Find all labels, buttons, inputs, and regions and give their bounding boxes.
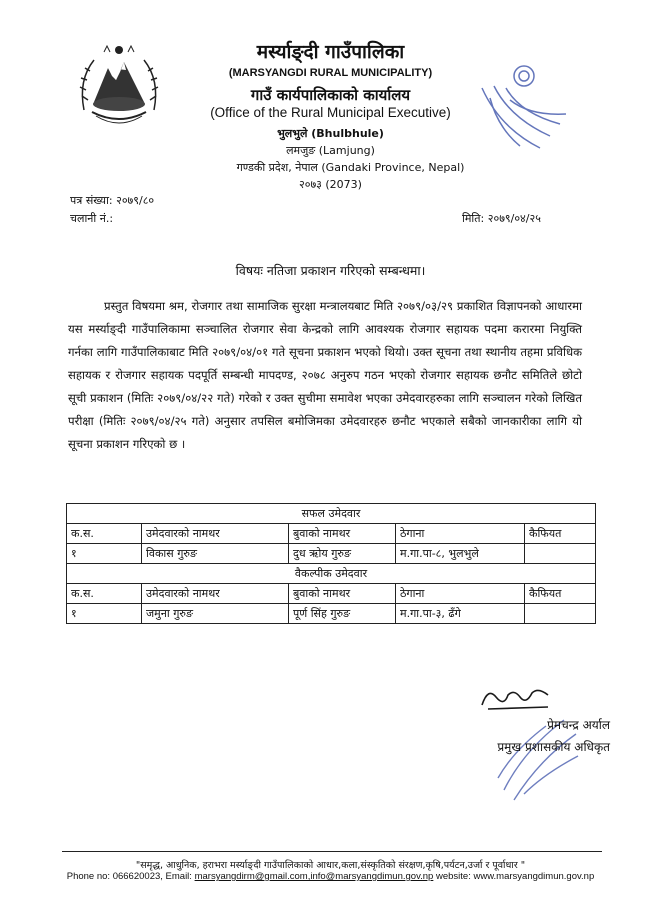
office-district: लमजुङ (Lamjung) [286,144,375,157]
cell-father: पूर्ण सिंह गुरुङ [289,604,396,624]
signatory-name: प्रेमचन्द्र अर्याल [547,718,610,732]
cell-address: म.गा.पा-३, ढँगे [396,604,525,624]
footer-website-link[interactable]: www.marsyangdimun.gov.np [473,871,595,882]
section-header-alternate [67,564,596,584]
successful-title: सफल उमेदवार [67,504,596,524]
footer-divider [62,851,602,852]
col-father: बुवाको नामथर [289,584,396,604]
letter-subject: विषयः नतिजा प्रकाशन गरिएको सम्बन्धमा। [235,263,426,278]
letter-date: मिति: २०७९/०४/२५ [462,212,541,225]
dispatch-number: चलानी नं.: [70,212,114,225]
office-seal-stamp [470,58,580,158]
cell-remarks [525,544,596,564]
letter-body: प्रस्तुत विषयमा श्रम, रोजगार तथा सामाजिक सुरक्षा मन्त्रालयबाट मिति २०७९/०३/२९ प्रकाशित विज्ञापनको आधारमा यस मर्स्याङ्दी गाउँपालिकामा सञ्चालित रोजगार सेवा केन्द्रको लागि आवश्यक रोजगार सहायक पदमा करारमा नियुक्ति गर्नका लागि गाउँपालिकाबाट मिति २०७९/०४/०१ गते सूचना प्रकाशन भएको थियो। उक्त सूचना तथा स्थानीय तहमा प्रविधिक सहायक र रोजगार सहायक पदपूर्ति सम्बन्धी मापदण्ड, २०७८ अनुरुप गठन भएको रोजगार सहायक छनौट समितिले छोटो सूची प्रकाशन (मितिः २०७९/०४/२२ गते) गरेको र उक्त सुचीमा समावेश भएका उमेदवारहरुका लागि सञ्चालन गरेको लिखित परीक्षा (मितिः २०७९/०४/२५ गते) अनुसार तपसिल बमोजिमका उमेदवारहरु छनौट भएकाले सबैको जानकारीका लागि यो सूचना प्रकाशन गरिएको छ । [68,299,582,451]
col-father: बुवाको नामथर [289,524,396,544]
office-province: गण्डकी प्रदेश, नेपाल (Gandaki Province, Nepal) [236,161,465,174]
col-sn: क.स. [67,584,142,604]
office-title: मर्स्याङ्दी गाउँपालिका [256,41,405,63]
table-header-row [67,584,596,604]
footer-phone: Phone no: 066620023, Email: [66,871,195,882]
cell-name: विकास गुरुङ [142,544,289,564]
col-sn: क.स. [67,524,142,544]
table-header-row [67,524,596,544]
footer-slogan: "समृद्ध, आधुनिक, हराभरा मर्स्याङ्दी गाउँपालिकाको आधार,कला,संस्कृतिको संरक्षण,कृषि,पर्यटन,उर्जा र पूर्वाधार " [135,860,526,871]
results-table [66,503,596,624]
cell-father: दुध ऋोय गुरुङ [289,544,396,564]
footer-website-label: website: [433,871,474,882]
col-address: ठेगाना [396,584,525,604]
footer-email-link[interactable]: marsyangdirm@gmail.com,info@marsyangdimun.gov.np [194,871,434,882]
table-row [67,604,596,624]
table-row [67,544,596,564]
signatory-title: प्रमुख प्रशासकीय अधिकृत [497,740,610,754]
cell-sn: १ [67,544,142,564]
alternate-title: वैकल्पीक उमेदवार [67,564,596,584]
office-place: भुलभुले (Bhulbhule) [277,127,384,140]
footer-contact [0,871,661,882]
cell-address: म.गा.पा-८, भुलभुले [396,544,525,564]
section-header-successful [67,504,596,524]
office-title-en: (MARSYANGDI RURAL MUNICIPALITY) [228,67,433,79]
col-name: उमेदवारको नामथर [142,524,289,544]
col-remarks: कैफियत [525,524,596,544]
office-name-en: (Office of the Rural Municipal Executive) [210,105,451,120]
office-year: २०७३ (2073) [299,178,362,191]
cell-remarks [525,604,596,624]
col-remarks: कैफियत [525,584,596,604]
col-name: उमेदवारको नामथर [142,584,289,604]
col-address: ठेगाना [396,524,525,544]
cell-sn: १ [67,604,142,624]
cell-name: जमुना गुरुङ [142,604,289,624]
office-name: गाउँ कार्यपालिकाको कार्यालय [250,86,411,104]
letter-number: पत्र संख्या: २०७९/८० [70,194,155,207]
